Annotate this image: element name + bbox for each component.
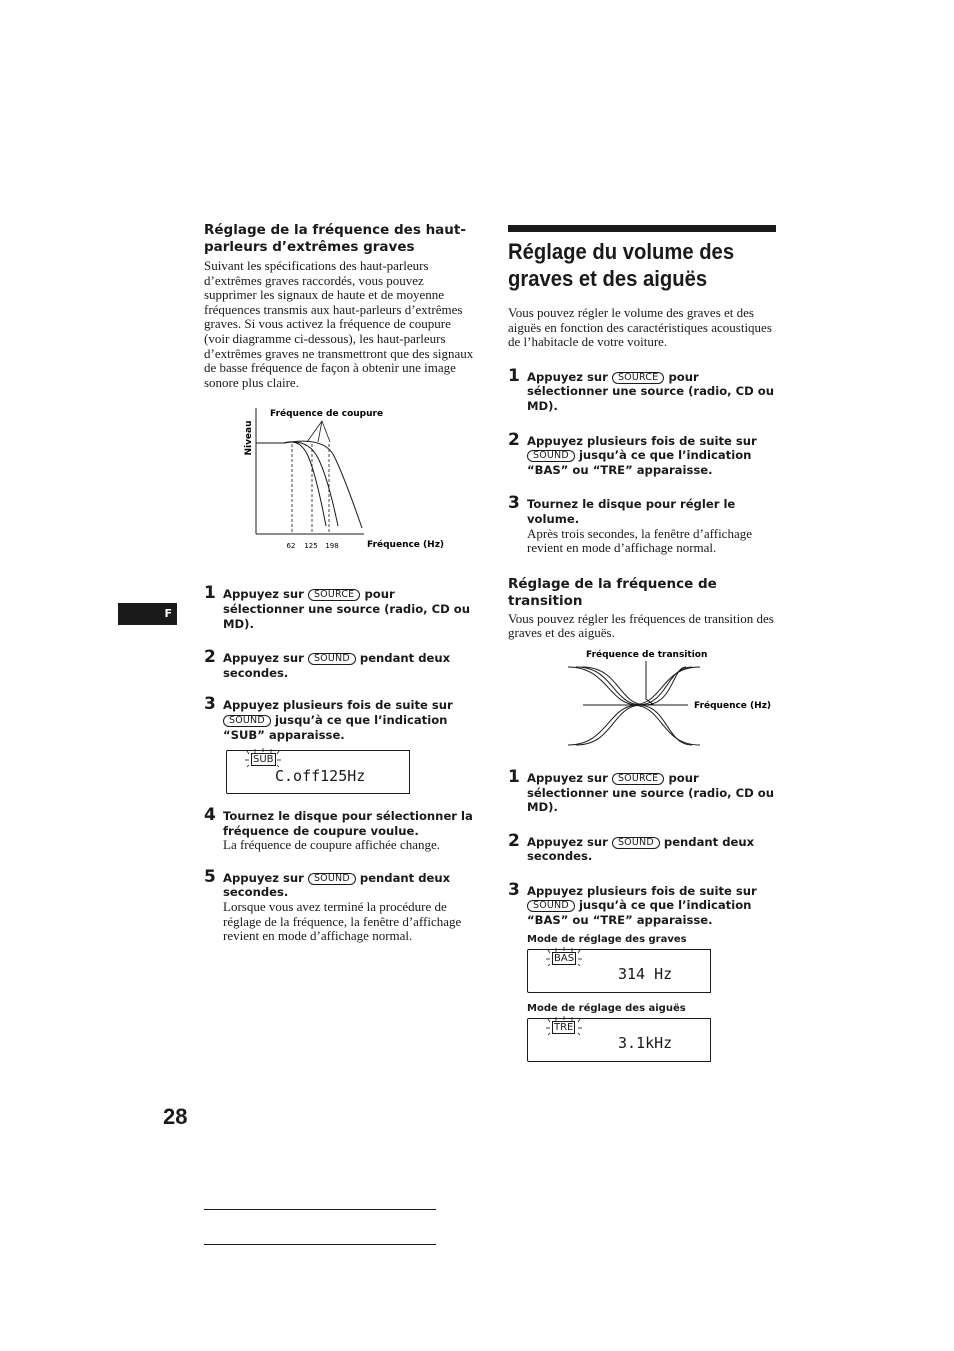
lcd-indicator: BAS — [554, 952, 575, 964]
x-axis-label: Fréquence (Hz) — [694, 700, 772, 711]
x-axis-label: Fréquence (Hz) — [367, 540, 445, 551]
step-2: 2 Appuyez sur SOUND pendant deux secondes. — [508, 830, 755, 864]
step-1: 1 Appuyez sur SOURCE pour sélectionner une source (radio, CD ou MD). — [508, 365, 775, 413]
sound-button[interactable]: SOUND — [612, 837, 660, 849]
left-steps — [204, 583, 474, 944]
bass-mode-label: Mode de réglage des graves — [527, 933, 687, 945]
lcd-indicator: TRE — [554, 1021, 574, 1033]
sound-button[interactable]: SOUND — [308, 873, 356, 885]
transition-diagram — [508, 645, 778, 767]
lcd-text: 314 Hz — [618, 964, 673, 983]
sound-button[interactable]: SOUND — [308, 653, 356, 665]
tick-label: 62 — [286, 542, 296, 551]
lcd-bass-display — [527, 949, 711, 993]
sound-button[interactable]: SOUND — [223, 715, 271, 727]
footer-rule — [204, 1209, 436, 1210]
sound-button[interactable]: SOUND — [527, 450, 575, 462]
treble-mode-label: Mode de réglage des aiguës — [527, 1002, 686, 1014]
step-2: 2 Appuyez sur SOUND pendant deux secondes. — [204, 647, 451, 680]
step-3: 3 Appuyez plusieurs fois de suite sur SOUND jusqu’à ce que l’indication “BAS” ou “TRE” apparaisse. — [508, 879, 757, 928]
top-label: Fréquence de transition — [586, 649, 708, 660]
step-5: 5 Appuyez sur SOUND pendant deux secondes. Lorsque vous avez terminé la procédure de réglage de la fréquence, la fenêtre d’affichage revient en mode d’affichage normal. — [204, 866, 462, 944]
transition-heading: Réglage de la fréquence de transition — [508, 575, 717, 609]
lcd-text: 3.1kHz — [618, 1033, 673, 1052]
tick-label: 125 — [304, 542, 318, 551]
step-3: 3 Tournez le disque pour régler le volume. Après trois secondes, la fenêtre d’affichage revient en mode d’affichage normal. — [508, 493, 752, 556]
right-column — [508, 225, 778, 1062]
step-4: 4 Tournez le disque pour sélectionner la fréquence de coupure voulue. La fréquence de coupure affichée change. — [204, 805, 473, 853]
transition-intro: Vous pouvez régler les fréquences de transition des graves et des aiguës. — [508, 610, 774, 641]
lcd-treble-display — [527, 1018, 711, 1062]
sound-button[interactable]: SOUND — [527, 900, 575, 912]
y-axis-label: Niveau — [244, 420, 254, 456]
source-button[interactable]: SOURCE — [308, 589, 360, 601]
step-1: 1 Appuyez sur SOURCE pour sélectionner une source (radio, CD ou MD). — [204, 583, 471, 631]
left-column — [204, 222, 474, 944]
step-1: 1 Appuyez sur SOURCE pour sélectionner une source (radio, CD ou MD). — [508, 766, 775, 815]
lcd-indicator: SUB — [253, 754, 274, 766]
curve-label: Fréquence de coupure — [270, 409, 384, 420]
footer-rule — [204, 1244, 436, 1245]
lcd-sub-display — [226, 750, 410, 794]
lcd-text: C.off125Hz — [275, 767, 366, 786]
bass-treble-intro: Vous pouvez régler le volume des graves et des aiguës en fonction des caractéristiques acoustiques de l’habitacle de votre voiture. — [508, 305, 772, 350]
source-button[interactable]: SOURCE — [612, 372, 664, 384]
step-3: 3 Appuyez plusieurs fois de suite sur SOUND jusqu’à ce que l’indication “SUB” apparaisse. — [204, 694, 453, 742]
cutoff-diagram — [204, 398, 474, 573]
tick-label: 198 — [325, 542, 339, 551]
section-rule — [508, 225, 776, 232]
subwoofer-heading: Réglage de la fréquence des haut-parleurs d’extrêmes graves — [204, 222, 466, 255]
page-number: 28 — [163, 1104, 188, 1129]
subwoofer-intro: Suivant les spécifications des haut-parleurs d’extrêmes graves raccordés, vous pouvez supprimer les signaux de haute et de moyenne fréquences transmis aux haut-parleurs d’extrêmes graves. Si vous activez la fréquence de coupure (voir diagramme ci-dessous), les haut-parleurs d’extrêmes graves ne transmettront que des signaux de basse fréquence de façon à obtenir une image sonore plus claire. — [204, 258, 474, 390]
bass-mode-block — [527, 934, 778, 1062]
language-tab: F — [118, 603, 177, 625]
right-steps — [508, 365, 778, 556]
transition-steps — [508, 766, 778, 1062]
step-2: 2 Appuyez plusieurs fois de suite sur SOUND jusqu’à ce que l’indication “BAS” ou “TRE” apparaisse. — [508, 429, 757, 477]
page-title: Réglage du volume des graves et des aiguës — [508, 239, 735, 291]
source-button[interactable]: SOURCE — [612, 773, 664, 785]
